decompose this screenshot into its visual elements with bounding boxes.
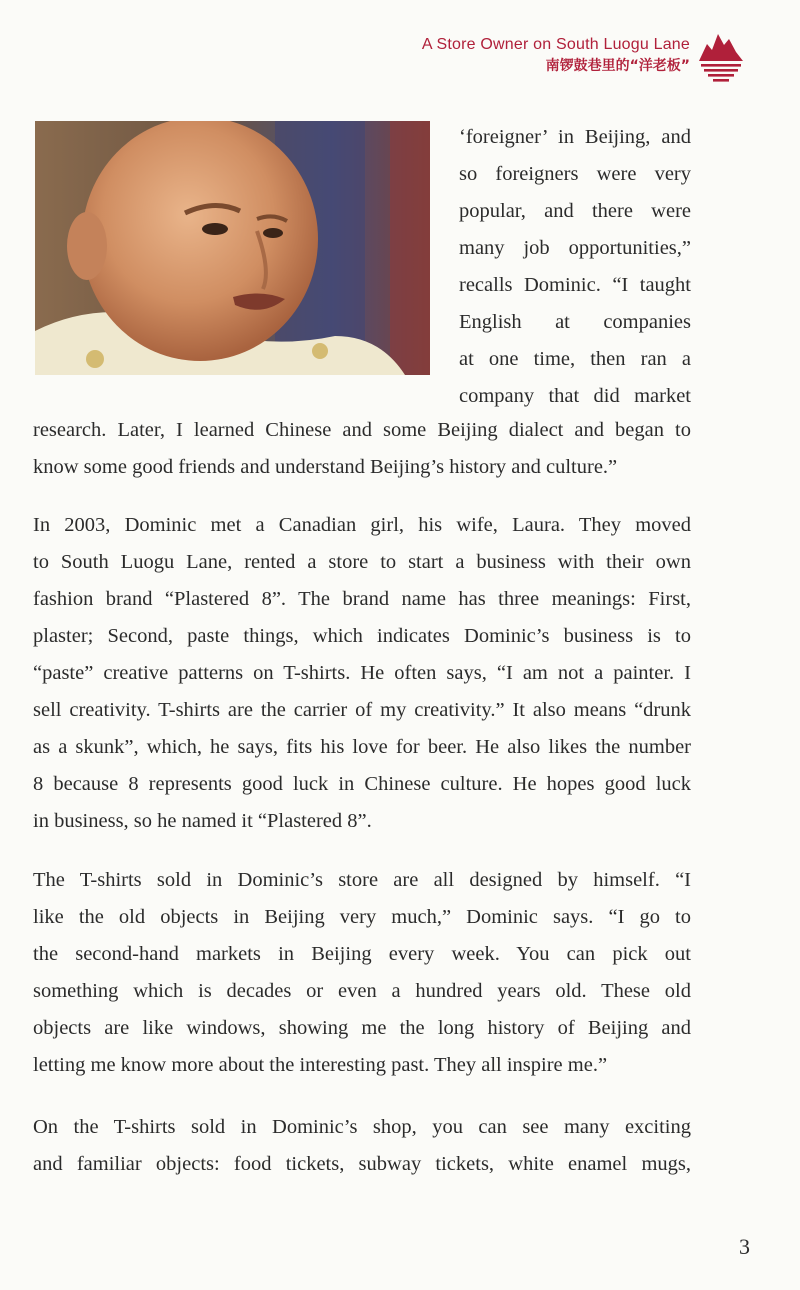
- text-line: fashion brand “Plastered 8”. The brand name has three meanings: First,: [33, 588, 691, 610]
- text-line: so foreigners were very: [459, 163, 691, 185]
- mountain-waves-logo-icon: [698, 30, 744, 86]
- text-line: the second-hand markets in Beijing every week. You can pick out: [33, 943, 691, 965]
- paragraph-4: [33, 1109, 691, 1183]
- text-line: 8 because 8 represents good luck in Chinese culture. He hopes good luck: [33, 773, 691, 795]
- text-line: objects are like windows, showing me the long history of Beijing and: [33, 1017, 691, 1039]
- text-line: and familiar objects: food tickets, subway tickets, white enamel mugs,: [33, 1153, 691, 1175]
- paragraph-1-full: [33, 412, 691, 486]
- text-line: in business, so he named it “Plastered 8”.: [33, 810, 372, 832]
- paragraph-3: [33, 862, 691, 1084]
- portrait-photo: [35, 121, 430, 375]
- text-line: sell creativity. T-shirts are the carrier of my creativity.” It also means “drunk: [33, 699, 691, 721]
- text-line: English at companies: [459, 311, 691, 333]
- text-line: In 2003, Dominic met a Canadian girl, his wife, Laura. They moved: [33, 514, 691, 536]
- text-line: as a skunk”, which, he says, fits his love for beer. He also likes the number: [33, 736, 691, 758]
- text-line: On the T-shirts sold in Dominic’s shop, you can see many exciting: [33, 1116, 691, 1138]
- running-header: [422, 34, 690, 76]
- header-title-en: A Store Owner on South Luogu Lane: [421, 36, 690, 53]
- text-line: company that did market: [459, 385, 691, 407]
- text-line: like the old objects in Beijing very much,” Dominic says. “I go to: [33, 906, 691, 928]
- text-line: plaster; Second, paste things, which indicates Dominic’s business is to: [33, 625, 691, 647]
- text-line: something which is decades or even a hundred years old. These old: [33, 980, 691, 1002]
- page-number: 3: [739, 1234, 750, 1259]
- text-line: “paste” creative patterns on T-shirts. He often says, “I am not a painter. I: [33, 662, 691, 684]
- paragraph-1-wrap: [459, 119, 691, 415]
- text-line: research. Later, I learned Chinese and some Beijing dialect and began to: [33, 419, 691, 441]
- text-line: The T-shirts sold in Dominic’s store are all designed by himself. “I: [33, 869, 691, 891]
- text-line: many job opportunities,”: [459, 237, 691, 259]
- text-line: to South Luogu Lane, rented a store to start a business with their own: [33, 551, 691, 573]
- text-line: popular, and there were: [459, 200, 691, 222]
- text-line: recalls Dominic. “I taught: [459, 274, 691, 296]
- text-line: ‘foreigner’ in Beijing, and: [459, 126, 691, 148]
- text-line: know some good friends and understand Beijing’s history and culture.”: [33, 456, 618, 478]
- text-line: letting me know more about the interesting past. They all inspire me.”: [33, 1054, 608, 1076]
- header-title-zh: 南锣鼓巷里的“洋老板”: [545, 58, 690, 74]
- paragraph-2: [33, 507, 691, 840]
- text-line: at one time, then ran a: [459, 348, 691, 370]
